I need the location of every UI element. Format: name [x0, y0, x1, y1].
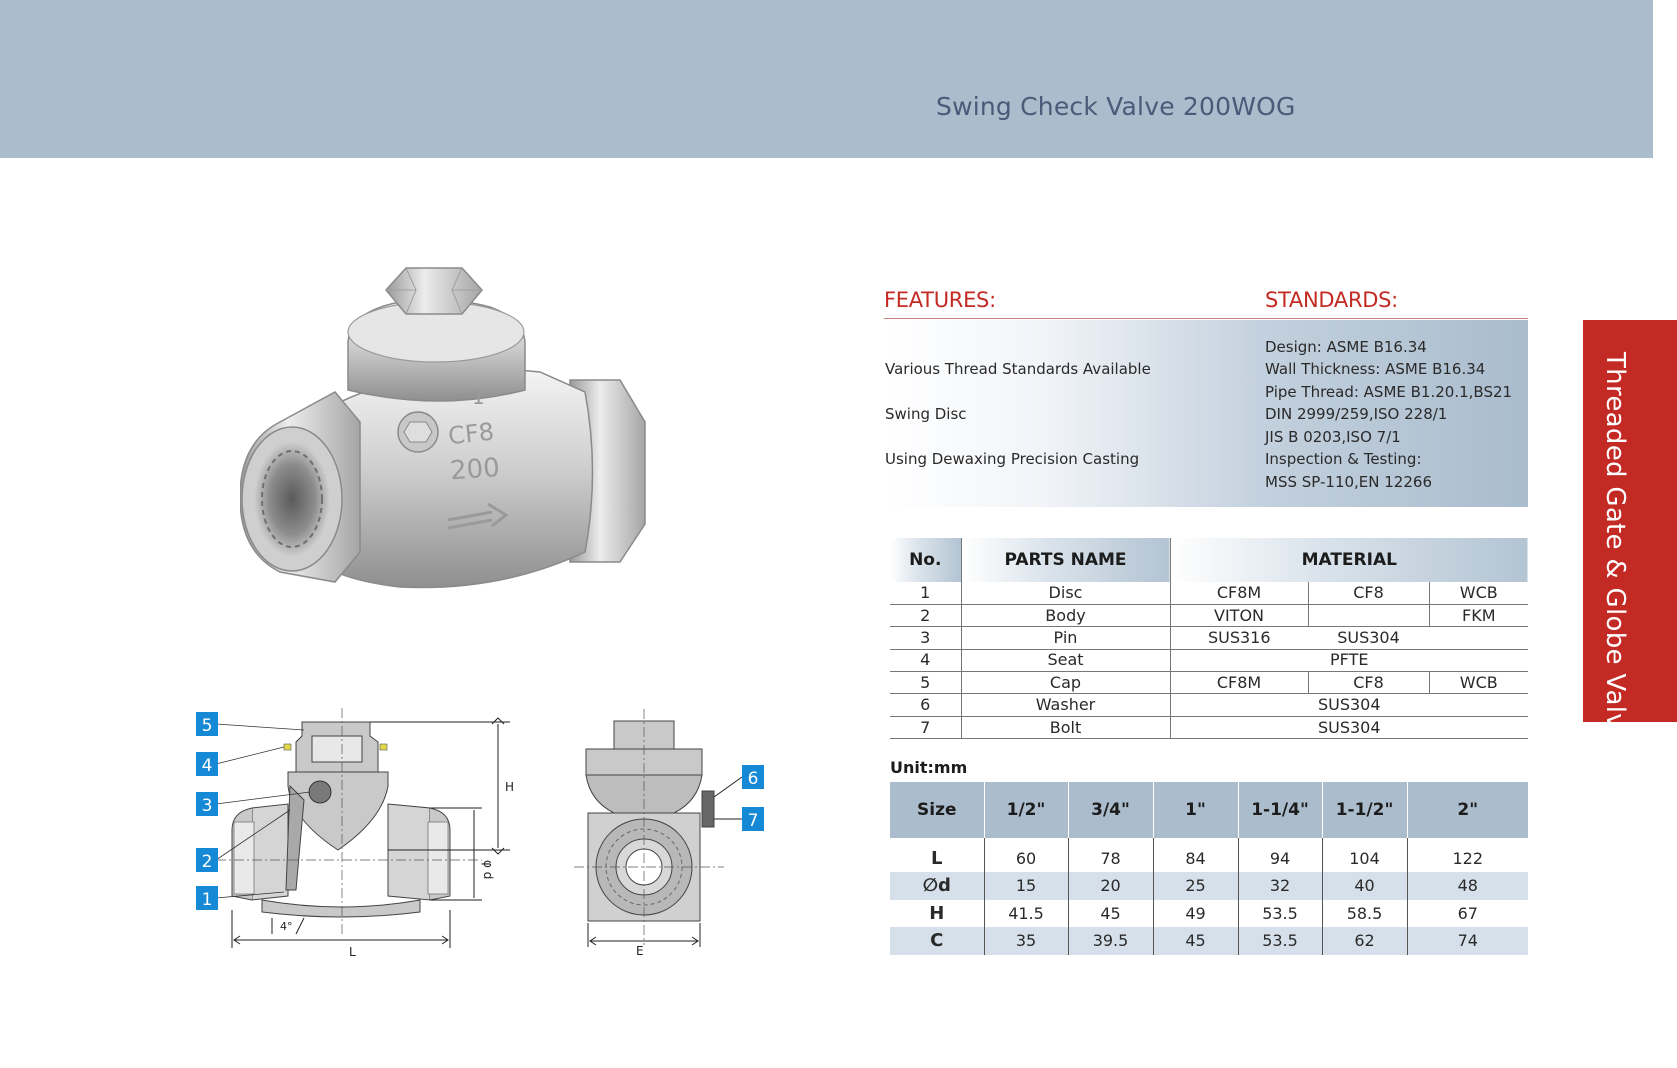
part-material: CF8M: [1170, 672, 1308, 694]
dim-e-label: E: [636, 944, 644, 957]
dimension-table-header: [890, 782, 1528, 838]
dimension-value: 53.5: [1238, 927, 1322, 955]
table-row: [890, 649, 1528, 671]
size-col-header: 2": [1407, 782, 1528, 838]
standard-line: JIS B 0203,ISO 7/1: [1265, 428, 1401, 446]
end-view-drawing: [574, 705, 774, 957]
feature-item: Various Thread Standards Available: [885, 360, 1151, 378]
parts-table: [890, 538, 1528, 739]
standard-line: Design: ASME B16.34: [1265, 338, 1427, 356]
part-material: SUS304: [1170, 694, 1528, 716]
standard-line: Inspection & Testing:: [1265, 450, 1422, 468]
part-no: 3: [890, 627, 961, 649]
part-name: Washer: [961, 694, 1170, 716]
size-col-header: 1-1/2": [1322, 782, 1407, 838]
dimension-value: 60: [984, 838, 1068, 872]
part-material: CF8: [1308, 582, 1429, 604]
parts-table-header: [890, 538, 1528, 582]
dimension-table: [890, 782, 1528, 955]
dimension-value: 32: [1238, 872, 1322, 900]
side-tab: [1583, 320, 1677, 722]
dimension-value: 58.5: [1322, 900, 1407, 928]
size-col-header: 1/2": [984, 782, 1068, 838]
standard-line: Wall Thickness: ASME B16.34: [1265, 360, 1486, 378]
dim-angle-label: 4°: [280, 920, 293, 933]
table-row: [890, 872, 1528, 900]
feature-item: Using Dewaxing Precision Casting: [885, 450, 1140, 468]
table-row: [890, 716, 1528, 738]
dimension-value: 25: [1153, 872, 1238, 900]
part-material: WCB: [1429, 582, 1528, 604]
dimension-value: 104: [1322, 838, 1407, 872]
part-material: FKM: [1429, 604, 1528, 626]
dimension-label: C: [890, 927, 984, 955]
part-material: VITON: [1170, 604, 1308, 626]
size-col-header: 1": [1153, 782, 1238, 838]
table-row: [890, 627, 1528, 649]
part-material: WCB: [1429, 672, 1528, 694]
dimension-value: 78: [1068, 838, 1153, 872]
dimension-value: 62: [1322, 927, 1407, 955]
dimension-value: 84: [1153, 838, 1238, 872]
dimension-label: L: [931, 847, 943, 869]
size-col-header: 3/4": [1068, 782, 1153, 838]
part-material: CF8: [1308, 672, 1429, 694]
part-name: Cap: [961, 672, 1170, 694]
dimension-value: 122: [1407, 838, 1528, 872]
standards-heading: STANDARDS:: [1265, 288, 1398, 312]
table-row: [890, 582, 1528, 604]
dimension-value: 45: [1068, 900, 1153, 928]
size-header: Size: [890, 782, 984, 838]
dim-d-label: φ d: [481, 860, 495, 880]
dimension-value: 40: [1322, 872, 1407, 900]
dimension-label: H: [929, 902, 945, 924]
standard-line: Pipe Thread: ASME B1.20.1,BS21: [1265, 383, 1513, 401]
part-no: 5: [890, 672, 961, 694]
callout-7-label: 7: [747, 811, 759, 831]
side-tab-label: Threaded Gate & Globe Valves: [1600, 352, 1630, 760]
part-material: SUS304: [1170, 716, 1528, 738]
casting-mark-3: 200: [449, 452, 501, 487]
feature-item: Swing Disc: [885, 405, 967, 423]
part-material: [1429, 627, 1528, 649]
dimension-value: 67: [1407, 900, 1528, 928]
table-row: [890, 927, 1528, 955]
table-row: [890, 694, 1528, 716]
dim-l-label: L: [349, 945, 356, 959]
col-header-material: MATERIAL: [1170, 538, 1528, 582]
dimension-value: 41.5: [984, 900, 1068, 928]
dimension-value: 94: [1238, 838, 1322, 872]
part-name: Body: [961, 604, 1170, 626]
section-drawing: [192, 700, 562, 962]
part-name: Seat: [961, 649, 1170, 671]
dimension-value: 48: [1407, 872, 1528, 900]
dimension-value: 49: [1153, 900, 1238, 928]
part-no: 7: [890, 716, 961, 738]
callout-3-label: 3: [201, 796, 213, 816]
col-header-parts-name: PARTS NAME: [961, 538, 1170, 582]
dimension-value: 15: [984, 872, 1068, 900]
dimension-value: 35: [984, 927, 1068, 955]
dimension-value: 74: [1407, 927, 1528, 955]
part-material: [1308, 604, 1429, 626]
standard-line: MSS SP-110,EN 12266: [1265, 473, 1432, 491]
standard-line: DIN 2999/259,ISO 228/1: [1265, 405, 1448, 423]
size-col-header: 1-1/4": [1238, 782, 1322, 838]
casting-mark-1: 1: [472, 385, 485, 409]
part-name: Disc: [961, 582, 1170, 604]
callout-6-label: 6: [747, 769, 759, 789]
dimension-label: ∅d: [890, 872, 984, 900]
features-heading: FEATURES:: [884, 288, 996, 312]
part-material: SUS304: [1308, 627, 1429, 649]
col-header-no: No.: [890, 538, 961, 582]
part-material: CF8M: [1170, 582, 1308, 604]
callout-4-label: 4: [201, 756, 213, 776]
table-row: [890, 838, 1528, 872]
callout-1-label: 1: [201, 890, 213, 910]
table-row: [890, 900, 1528, 928]
part-material: PFTE: [1170, 649, 1528, 671]
dimension-value: 20: [1068, 872, 1153, 900]
page-title: Swing Check Valve 200WOG: [936, 92, 1296, 121]
features-rule: [884, 318, 1528, 319]
header-band: [0, 0, 1653, 158]
part-no: 6: [890, 694, 961, 716]
part-no: 2: [890, 604, 961, 626]
unit-label: Unit:mm: [890, 758, 968, 777]
table-row: [890, 604, 1528, 626]
part-name: Pin: [961, 627, 1170, 649]
part-no: 4: [890, 649, 961, 671]
dimension-value: 39.5: [1068, 927, 1153, 955]
valve-product-photo: [240, 262, 680, 620]
dimension-value: 53.5: [1238, 900, 1322, 928]
callout-5-label: 5: [201, 716, 213, 736]
casting-mark-2: CF8: [446, 417, 496, 451]
table-row: [890, 672, 1528, 694]
callout-2-label: 2: [201, 852, 213, 872]
dim-h-label: H: [505, 780, 515, 794]
part-name: Bolt: [961, 716, 1170, 738]
part-no: 1: [890, 582, 961, 604]
part-material: SUS316: [1170, 627, 1308, 649]
dimension-value: 45: [1153, 927, 1238, 955]
